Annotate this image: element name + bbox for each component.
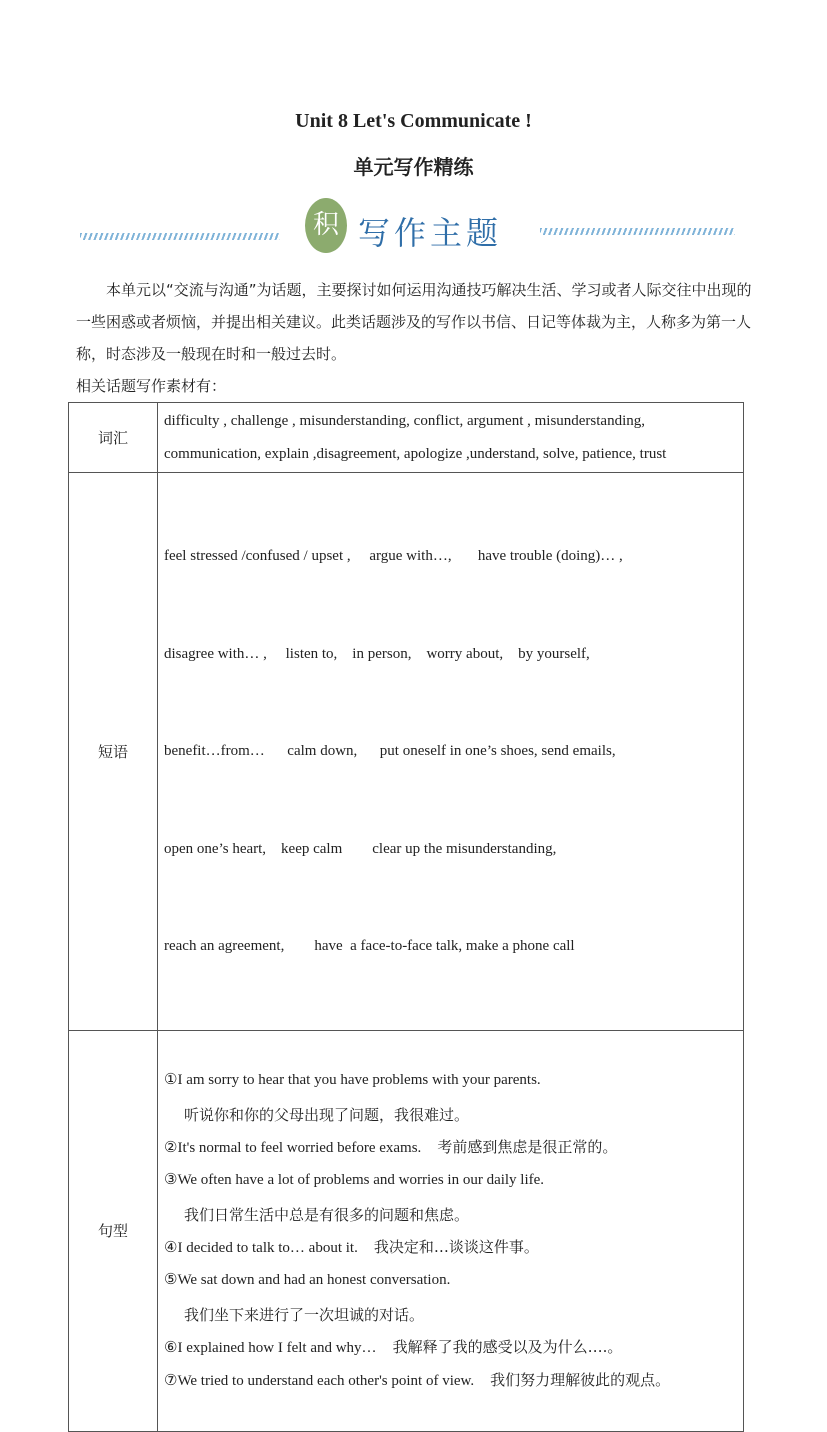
sentence-en: ⑥I explained how I felt and why… <box>164 1340 377 1356</box>
sentence-en: ④I decided to talk to… about it. <box>164 1240 358 1256</box>
sentence-zh: 我决定和…谈谈这件事。 <box>373 1238 539 1256</box>
banner-dash-right <box>540 228 735 235</box>
table-row-vocab <box>69 403 744 473</box>
banner-title: 写作主题 <box>358 214 503 252</box>
sentence-item <box>164 1370 737 1391</box>
sentence-item <box>164 1170 737 1225</box>
vocab-cell <box>158 403 744 473</box>
sentence-zh: 听说你和你的父母出现了问题，我很难过。 <box>184 1106 470 1124</box>
row-header: 短语 <box>69 473 158 1031</box>
table-row-phrases <box>69 473 744 1031</box>
subtitle: 单元写作精练 <box>353 155 474 179</box>
sentence-en: ⑤We sat down and had an honest conversation. <box>164 1272 451 1288</box>
sentence-en: ⑦We tried to understand each other's point of view. <box>164 1373 475 1389</box>
row-header: 词汇 <box>69 403 158 473</box>
text-line: communication, explain ,disagreement, apologize ,understand, solve, patience, trust <box>164 445 667 462</box>
text-line: disagree with… , listen to, in person, worry about, by yourself, <box>164 645 590 662</box>
sentence-item <box>164 1337 737 1358</box>
seal-icon: 积 <box>305 198 347 253</box>
text-line: difficulty , challenge , misunderstanding, conflict, argument , misunderstanding, <box>164 413 646 429</box>
phrases-cell <box>158 473 744 1031</box>
sentence-zh: 我们坐下来进行了一次坦诚的对话。 <box>184 1306 425 1324</box>
sentence-en: ①I am sorry to hear that you have problems with your parents. <box>164 1072 541 1088</box>
unit-title: Unit 8 Let's Communicate ! <box>295 110 532 132</box>
sentence-item <box>164 1270 737 1325</box>
intro-paragraph: 本单元以“交流与沟通”为话题，主要探讨如何运用沟通技巧解决生活、学习或者人际交往中出现的一些困惑或者烦恼，并提出相关建议。此类话题涉及的写作以书信、日记等体裁为主，人称多为第一人称，时态涉及一般现在时和一般过去时。 <box>76 281 752 363</box>
sentence-item <box>164 1070 737 1125</box>
row-header: 句型 <box>69 1030 158 1431</box>
sentence-item <box>164 1237 737 1258</box>
sentence-zh: 考前感到焦虑是很正常的。 <box>437 1138 618 1156</box>
sentence-zh: 我们努力理解彼此的观点。 <box>490 1371 671 1389</box>
table-row-sentences <box>69 1030 744 1431</box>
sentence-en: ②It's normal to feel worried before exams. <box>164 1140 422 1156</box>
sentence-item <box>164 1137 737 1158</box>
sentence-en: ③We often have a lot of problems and worries in our daily life. <box>164 1172 545 1188</box>
materials-table <box>68 402 744 1432</box>
sentence-zh: 我们日常生活中总是有很多的问题和焦虑。 <box>184 1206 470 1224</box>
banner-dash-left <box>80 233 280 240</box>
sentences-cell <box>158 1030 744 1431</box>
sentence-zh: 我解释了我的感受以及为什么….。 <box>392 1338 623 1356</box>
text-line: reach an agreement, have a face-to-face talk, make a phone call <box>164 938 575 954</box>
text-line: benefit…from… calm down, put oneself in one’s shoes, send emails, <box>164 743 616 759</box>
text-line: feel stressed /confused / upset , argue with…, have trouble (doing)… , <box>164 548 623 564</box>
section-banner <box>80 198 740 258</box>
text-line: open one’s heart, keep calm clear up the misunderstanding, <box>164 840 557 857</box>
materials-label: 相关话题写作素材有： <box>76 377 227 395</box>
